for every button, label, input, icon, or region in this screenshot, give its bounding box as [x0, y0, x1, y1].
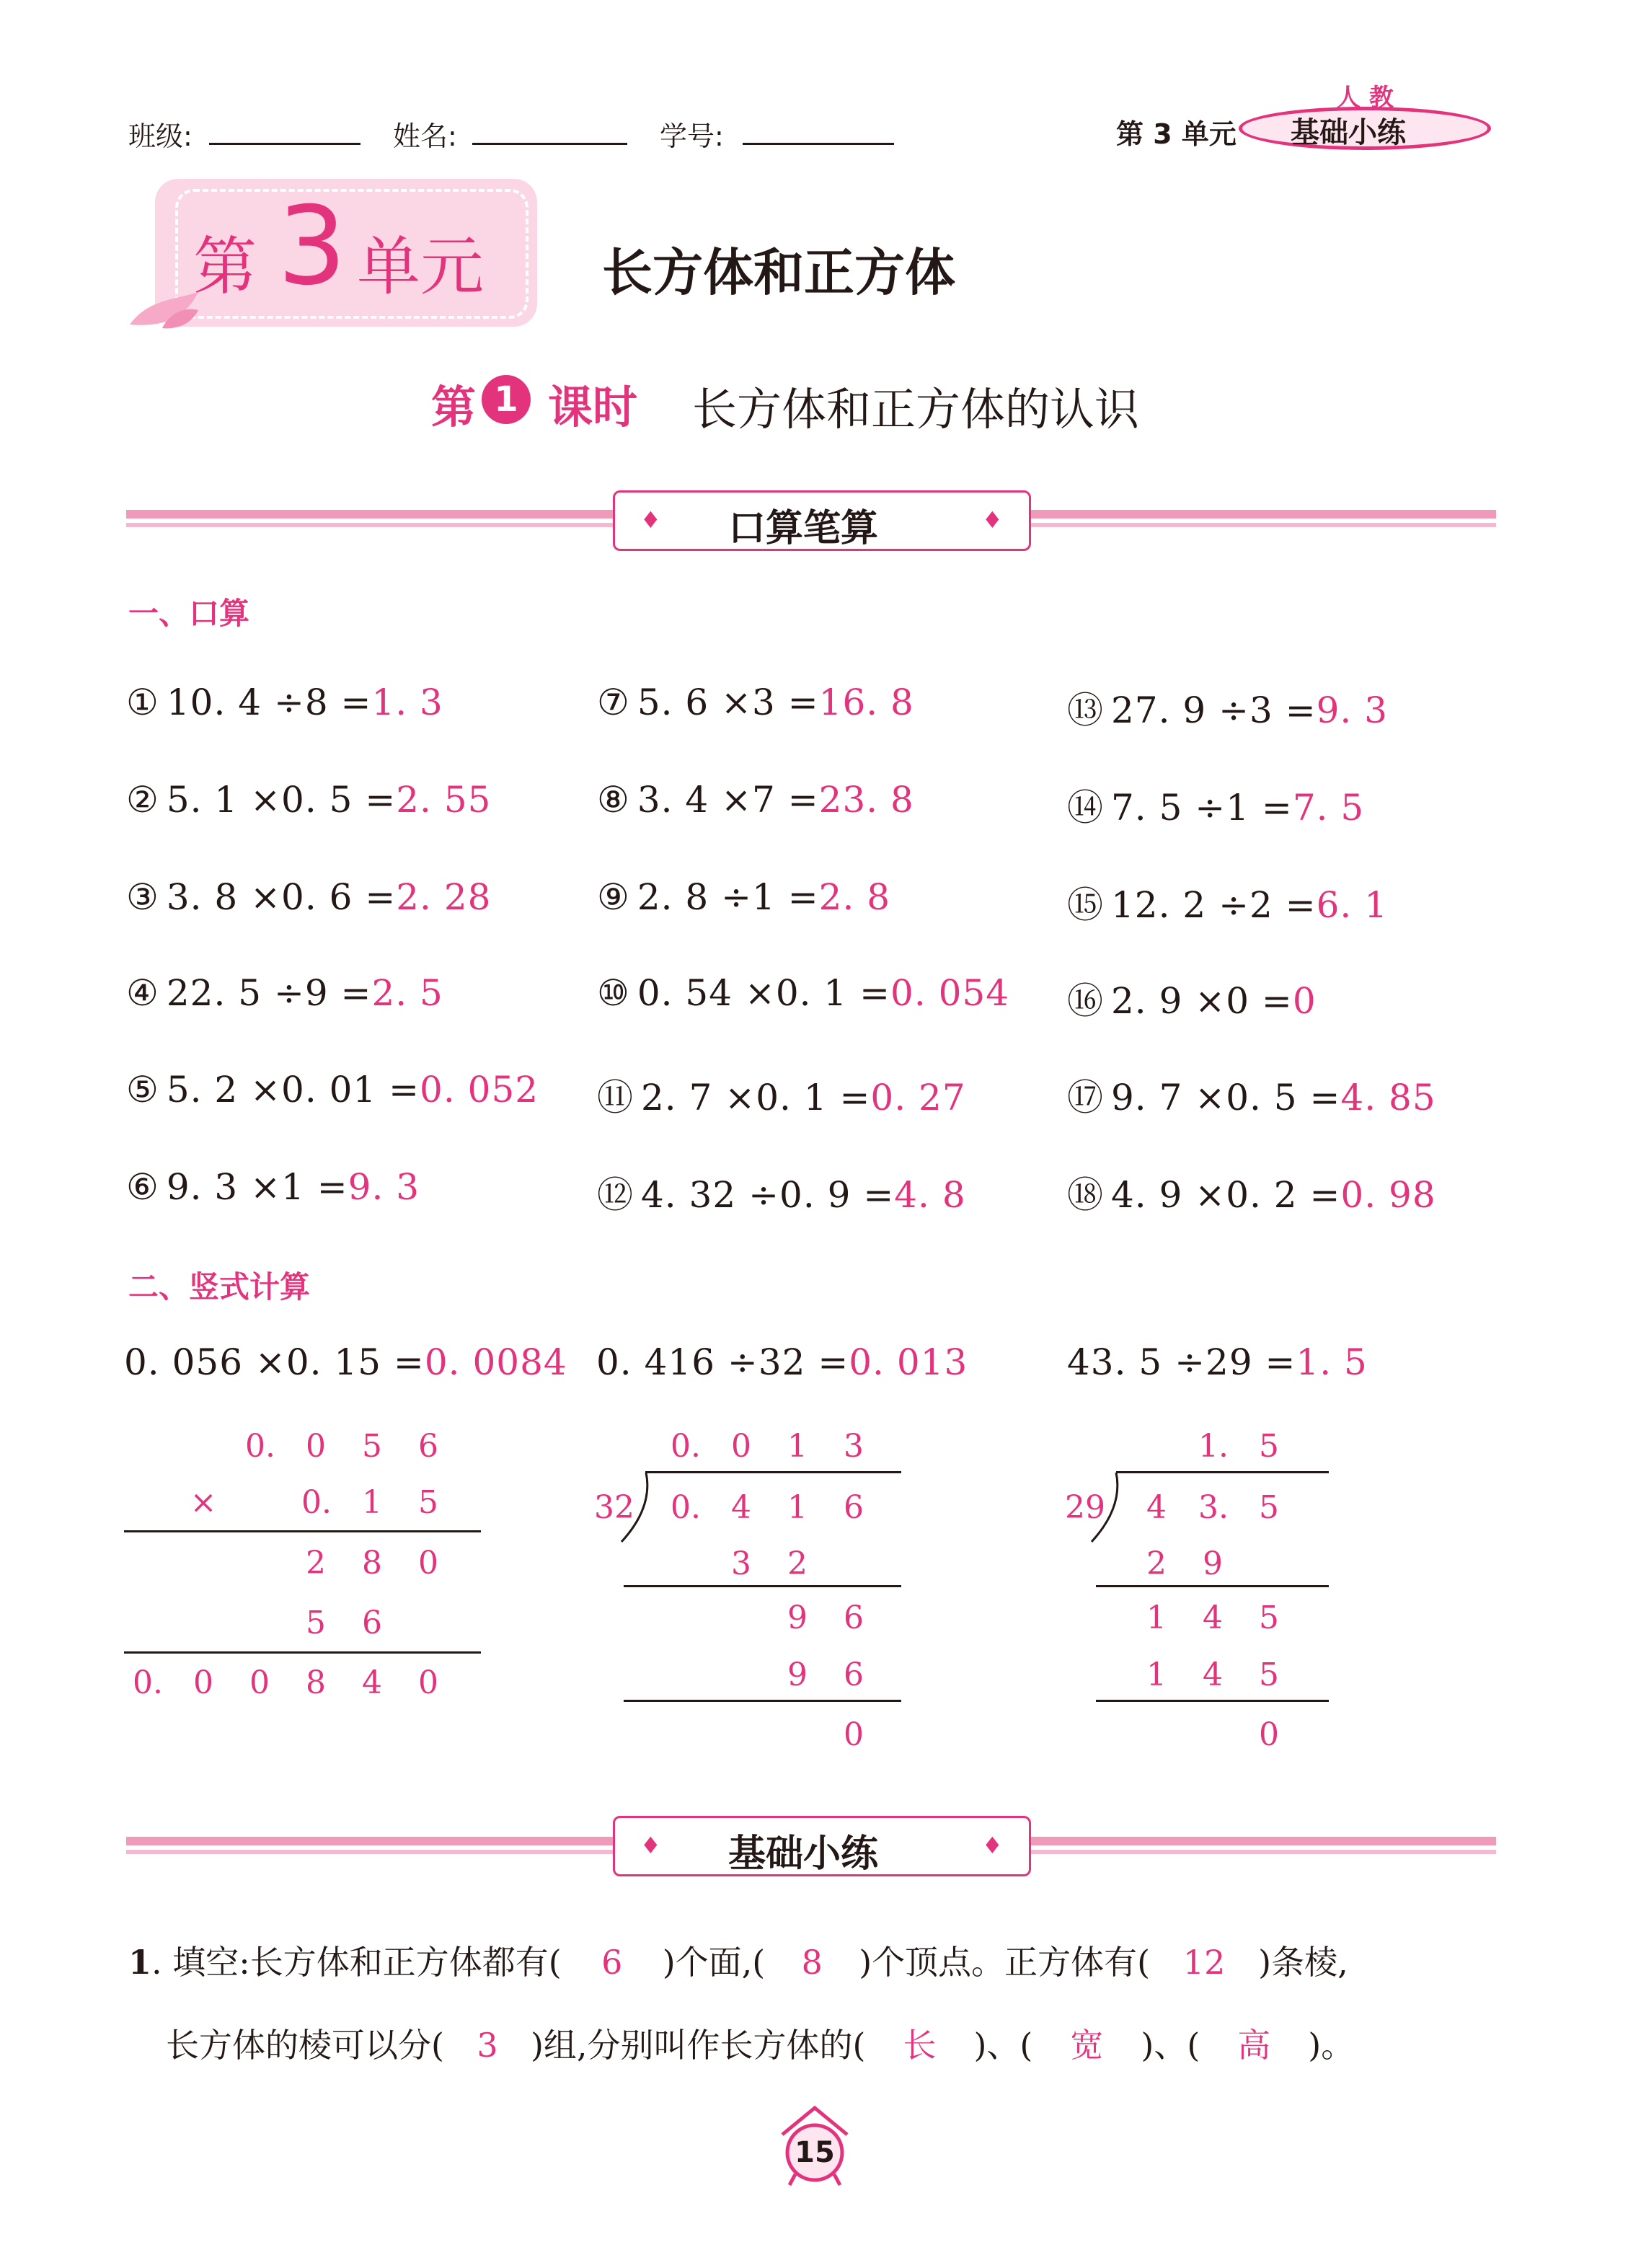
fill-answer[interactable]: 3: [477, 2026, 498, 2065]
div-digit: 4: [1203, 1656, 1223, 1693]
item-number: ⑥: [126, 1166, 159, 1208]
div-digit: 0.: [671, 1489, 701, 1526]
fill-text: )、(: [973, 2026, 1033, 2065]
vertical-problem-2: [596, 1341, 968, 1383]
series-label: 基础小练: [1291, 116, 1406, 149]
item-expression: 5. 1 ×0. 5 =: [166, 779, 397, 821]
mental-item: [1067, 972, 1317, 1024]
item-answer: 2. 8: [818, 876, 891, 918]
number-blank[interactable]: [743, 143, 894, 145]
lesson-prefix: 第: [431, 381, 477, 433]
vertical-problem-1: [124, 1341, 567, 1383]
item-number: ⑭: [1067, 787, 1104, 829]
item-answer: 9. 3: [348, 1166, 420, 1208]
fill-text: . 填空:长方体和正方体都有(: [151, 1943, 562, 1982]
item-expression: 2. 7 ×0. 1 =: [641, 1077, 871, 1118]
item-answer: 0: [1292, 980, 1317, 1022]
mental-item: [597, 779, 914, 821]
vertical-problem-3: [1067, 1341, 1368, 1383]
mental-item: [1067, 779, 1364, 831]
item-number: ⑱: [1067, 1174, 1104, 1216]
div-digit: 0: [1259, 1716, 1279, 1753]
mental-item: [126, 1069, 539, 1111]
mental-item: [597, 1069, 966, 1121]
item-number: ⑩: [597, 972, 630, 1014]
mental-heading: 一、口算: [128, 596, 250, 631]
question-number: 1: [128, 1943, 152, 1982]
item-expression: 2. 9 ×0 =: [1111, 980, 1293, 1022]
item-number: ⑪: [597, 1077, 634, 1118]
class-blank[interactable]: [209, 143, 360, 145]
fill-answer[interactable]: 长: [903, 2026, 937, 2065]
item-number: ⑫: [597, 1174, 634, 1216]
item-number: ⑧: [597, 779, 630, 821]
mental-item: [1067, 1069, 1436, 1121]
item-answer: 0. 98: [1340, 1174, 1436, 1216]
div-digit: 5: [1259, 1599, 1279, 1636]
item-answer: 0. 27: [870, 1077, 966, 1118]
vertical-answer: 0. 0084: [424, 1341, 567, 1383]
div-digit: 2: [787, 1545, 808, 1582]
item-answer: 9. 3: [1316, 689, 1389, 731]
div-digit: 3.: [1198, 1489, 1229, 1526]
div-digit: 1: [787, 1428, 808, 1465]
mental-item: [126, 876, 491, 918]
vertical-answer: 1. 5: [1296, 1341, 1368, 1383]
mult-digit: 5: [362, 1428, 382, 1465]
item-answer: 0. 052: [420, 1069, 539, 1111]
item-expression: 12. 2 ÷2 =: [1111, 884, 1317, 926]
vertical-expr: 43. 5 ÷29 =: [1067, 1341, 1296, 1383]
div2-line-2: [1096, 1700, 1329, 1702]
item-number: ⑰: [1067, 1077, 1104, 1118]
item-expression: 9. 7 ×0. 5 =: [1111, 1077, 1341, 1118]
diamond-icon: ♦: [640, 506, 661, 534]
mult-digit: 1: [362, 1484, 382, 1521]
times-sign: ×: [190, 1484, 217, 1521]
item-answer: 0. 054: [890, 972, 1010, 1014]
mental-item: [597, 1166, 966, 1218]
mult-digit: 0: [193, 1664, 213, 1701]
div-digit: 1: [1146, 1599, 1167, 1636]
name-blank[interactable]: [472, 143, 627, 145]
div-digit: 2: [1146, 1545, 1167, 1582]
item-expression: 7. 5 ÷1 =: [1111, 787, 1293, 829]
fill-text: 长方体的棱可以分(: [166, 2026, 444, 2065]
div1-line-1: [624, 1585, 901, 1587]
section-title-2: 基础小练: [728, 1832, 879, 1876]
div-digit: 3: [844, 1428, 864, 1465]
vertical-heading: 二、竖式计算: [128, 1269, 311, 1305]
fill-answer[interactable]: 高: [1237, 2026, 1271, 2065]
div-digit: 9: [787, 1599, 808, 1636]
item-answer: 23. 8: [818, 779, 914, 821]
div2-line-1: [1096, 1585, 1329, 1587]
fill-line-1: [128, 1936, 1348, 1984]
mult-digit: 4: [362, 1664, 382, 1701]
mult-digit: 0: [249, 1664, 270, 1701]
leaf-icon: [126, 285, 205, 335]
item-number: ⑤: [126, 1069, 159, 1111]
mult-digit: 6: [362, 1605, 382, 1641]
item-answer: 16. 8: [818, 681, 914, 723]
div-digit: 6: [844, 1599, 864, 1636]
item-number: ⑮: [1067, 884, 1104, 926]
section-title-1: 口算笔算: [728, 507, 879, 550]
diamond-icon: ♦: [640, 1832, 661, 1859]
div2-bracket-top: [1116, 1471, 1329, 1473]
item-number: ①: [126, 681, 159, 723]
fill-answer[interactable]: 8: [801, 1943, 823, 1982]
mental-item: [597, 972, 1009, 1014]
unit-prefix: 第: [193, 229, 257, 304]
mult-digit: 0.: [301, 1484, 332, 1521]
item-answer: 2. 5: [371, 972, 443, 1014]
mult-digit: 0: [418, 1664, 438, 1701]
fill-answer[interactable]: 12: [1182, 1943, 1226, 1982]
div-digit: 0.: [671, 1428, 701, 1465]
item-answer: 1. 3: [371, 681, 443, 723]
item-expression: 4. 32 ÷0. 9 =: [641, 1174, 895, 1216]
mult-digit: 0: [306, 1428, 326, 1465]
fill-answer[interactable]: 宽: [1070, 2026, 1104, 2065]
item-expression: 9. 3 ×1 =: [166, 1166, 348, 1208]
unit-title: 长方体和正方体: [602, 243, 955, 302]
mental-item: [1067, 1166, 1436, 1218]
mult-digit: 2: [306, 1545, 326, 1581]
item-answer: 6. 1: [1316, 884, 1389, 926]
div-digit: 5: [1259, 1656, 1279, 1693]
mult-line-1: [124, 1530, 481, 1532]
fill-text: )组,分别叫作长方体的(: [530, 2026, 866, 2065]
item-answer: 2. 28: [396, 876, 492, 918]
item-number: ⑬: [1067, 689, 1104, 731]
publisher-label: 人 教: [1336, 84, 1394, 112]
unit-number: 3: [278, 184, 347, 309]
fill-text: )个面,(: [662, 1943, 766, 1982]
lesson-suffix: 课时: [548, 381, 638, 433]
mult-line-2: [124, 1651, 481, 1654]
div-digit: 5: [1259, 1489, 1279, 1526]
mental-item: [126, 681, 443, 723]
item-number: ③: [126, 876, 159, 918]
number-label: 学号:: [660, 120, 724, 152]
diamond-icon: ♦: [982, 506, 1003, 534]
fill-answer[interactable]: 6: [601, 1943, 623, 1982]
fill-text: )条棱,: [1258, 1943, 1348, 1982]
mult-digit: 0.: [245, 1428, 275, 1465]
lesson-number-circle: 1: [482, 375, 531, 424]
class-label: 班级:: [128, 120, 193, 152]
item-expression: 3. 8 ×0. 6 =: [166, 876, 397, 918]
div-digit: 0: [844, 1716, 864, 1753]
div-digit: 6: [844, 1656, 864, 1693]
vertical-expr: 0. 056 ×0. 15 =: [124, 1341, 425, 1383]
item-number: ⑨: [597, 876, 630, 918]
div1-bracket-top: [645, 1471, 901, 1473]
mult-digit: 6: [418, 1428, 438, 1465]
mental-item: [126, 779, 491, 821]
unit-suffix: 单元: [357, 229, 485, 304]
item-expression: 0. 54 ×0. 1 =: [637, 972, 891, 1014]
mental-item: [126, 1166, 420, 1208]
name-label: 姓名:: [393, 120, 457, 152]
div2-divisor: 29: [1065, 1489, 1105, 1526]
item-expression: 5. 6 ×3 =: [637, 681, 819, 723]
div-digit: 4: [1203, 1599, 1223, 1636]
item-answer: 4. 85: [1340, 1077, 1436, 1118]
div-digit: 4: [1146, 1489, 1167, 1526]
item-expression: 4. 9 ×0. 2 =: [1111, 1174, 1341, 1216]
fill-text: )、(: [1141, 2026, 1200, 2065]
item-expression: 2. 8 ÷1 =: [637, 876, 819, 918]
item-expression: 22. 5 ÷9 =: [166, 972, 372, 1014]
item-number: ⑯: [1067, 980, 1104, 1022]
mult-digit: 5: [306, 1605, 326, 1641]
mental-item: [597, 681, 914, 723]
mental-item: [1067, 681, 1388, 733]
div1-line-2: [624, 1700, 901, 1702]
item-expression: 5. 2 ×0. 01 =: [166, 1069, 420, 1111]
item-expression: 10. 4 ÷8 =: [166, 681, 372, 723]
mult-digit: 0: [418, 1545, 438, 1581]
vertical-answer: 0. 013: [849, 1341, 968, 1383]
div-digit: 4: [731, 1489, 751, 1526]
diamond-icon: ♦: [982, 1832, 1003, 1859]
lesson-title: 长方体和正方体的认识: [692, 383, 1140, 436]
mult-digit: 8: [306, 1664, 326, 1701]
div-digit: 5: [1259, 1428, 1279, 1465]
vertical-expr: 0. 416 ÷32 =: [596, 1341, 849, 1383]
mental-item: [126, 972, 443, 1014]
item-number: ⑦: [597, 681, 630, 723]
page-number: 15: [795, 2136, 835, 2169]
header-unit-label: 第 3 单元: [1116, 118, 1237, 150]
div-digit: 1.: [1198, 1428, 1229, 1465]
item-number: ④: [126, 972, 159, 1014]
item-answer: 7. 5: [1292, 787, 1365, 829]
fill-text: )。: [1308, 2026, 1355, 2065]
fill-line-2: [166, 2019, 1354, 2067]
div-digit: 9: [787, 1656, 808, 1693]
div-digit: 6: [844, 1489, 864, 1526]
mult-digit: 5: [418, 1484, 438, 1521]
mental-item: [1067, 876, 1388, 928]
item-expression: 27. 9 ÷3 =: [1111, 689, 1317, 731]
div1-divisor: 32: [594, 1489, 634, 1526]
div-digit: 9: [1203, 1545, 1223, 1582]
item-answer: 2. 55: [396, 779, 492, 821]
item-answer: 4. 8: [894, 1174, 966, 1216]
item-number: ②: [126, 779, 159, 821]
div-digit: 1: [787, 1489, 808, 1526]
item-expression: 3. 4 ×7 =: [637, 779, 819, 821]
mental-item: [597, 876, 890, 918]
mult-digit: 0.: [133, 1664, 163, 1701]
div-digit: 3: [731, 1545, 751, 1582]
mult-digit: 8: [362, 1545, 382, 1581]
div-digit: 1: [1146, 1656, 1167, 1693]
div-digit: 0: [731, 1428, 751, 1465]
fill-text: )个顶点。正方体有(: [859, 1943, 1151, 1982]
